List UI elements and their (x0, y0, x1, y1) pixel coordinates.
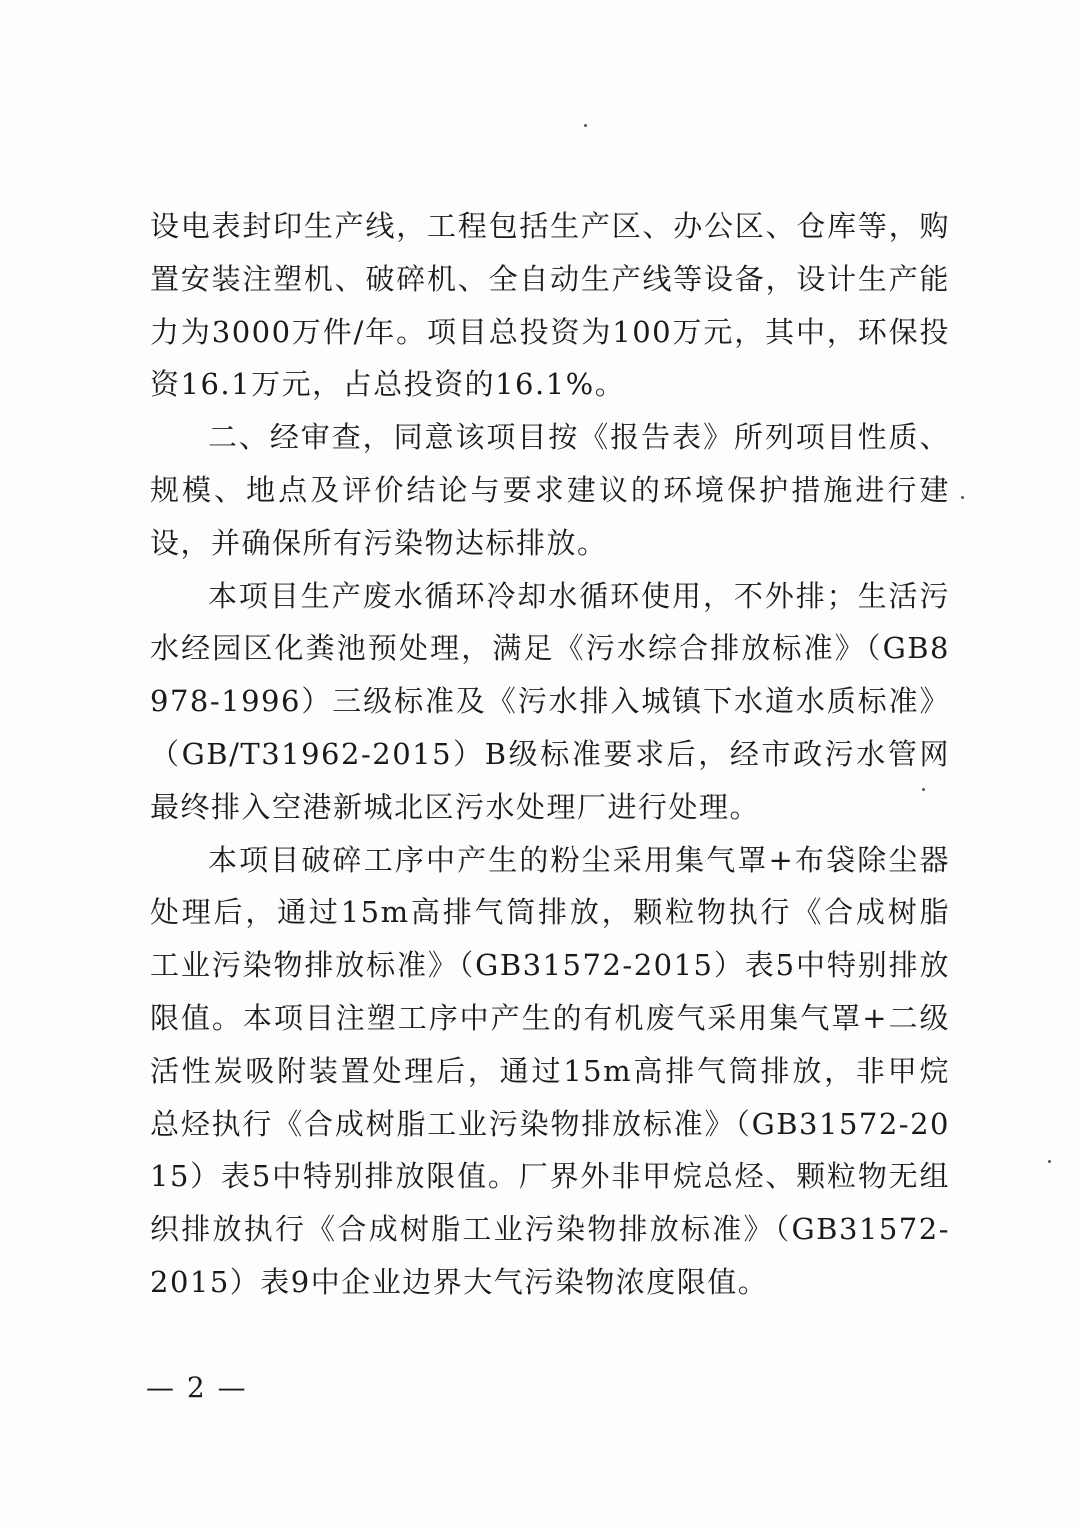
paragraph-project-scope: 设电表封印生产线，工程包括生产区、办公区、仓库等，购置安装注塑机、破碎机、全自动生产线等设备，设计生产能力为3000万件/年。项目总投资为100万元，其中，环保投资16.1万元，占总投资的16.1%。 (150, 209, 950, 402)
page-number: — 2 — (146, 1371, 248, 1404)
body-text (150, 200, 950, 1309)
scan-speck (584, 124, 587, 127)
scan-speck (961, 496, 964, 499)
paragraph-wastewater: 本项目生产废水循环冷却水循环使用，不外排；生活污水经园区化粪池预处理，满足《污水综合排放标准》（GB8978-1996）三级标准及《污水排入城镇下水道水质标准》（GB/T31962-2015）B级标准要求后，经市政污水管网最终排入空港新城北区污水处理厂进行处理。 (150, 578, 950, 824)
paragraph-exhaust-gas: 本项目破碎工序中产生的粉尘采用集气罩+布袋除尘器处理后，通过15m高排气筒排放，颗粒物执行《合成树脂工业污染物排放标准》（GB31572-2015）表5中特别排放限值。本项目注塑工序中产生的有机废气采用集气罩+二级活性炭吸附装置处理后，通过15m高排气筒排放，非甲烷总烃执行《合成树脂工业污染物排放标准》（GB31572-2015）表5中特别排放限值。厂界外非甲烷总烃、颗粒物无组织排放执行《合成树脂工业污染物排放标准》（GB31572-2015）表9中企业边界大气污染物浓度限值。 (150, 842, 950, 1299)
paragraph-review-approval: 二、经审查，同意该项目按《报告表》所列项目性质、规模、地点及评价结论与要求建议的环境保护措施进行建设，并确保所有污染物达标排放。 (150, 420, 950, 560)
scan-speck (1048, 1160, 1051, 1163)
